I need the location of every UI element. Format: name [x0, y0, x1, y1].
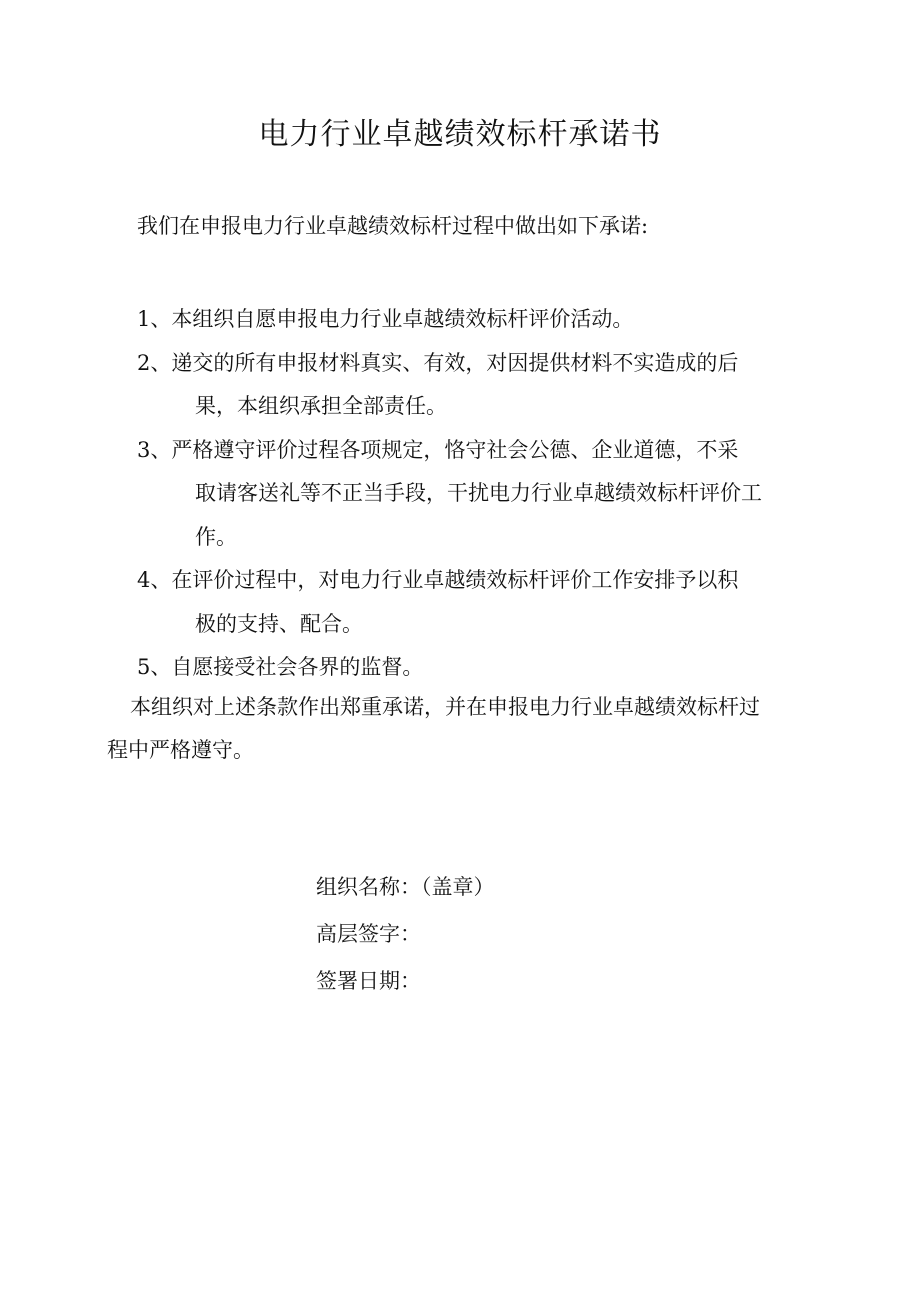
- commitment-item-5: [137, 646, 817, 690]
- closing-paragraph: [107, 686, 827, 772]
- commitment-list: [137, 298, 817, 690]
- signature-block: [316, 864, 495, 1005]
- commitment-item-2: [137, 342, 817, 429]
- commitment-item-3: [137, 429, 817, 560]
- commitment-line-continued: 果，本组织承担全部责任。: [195, 394, 447, 418]
- commitment-line: 1、本组织自愿申报电力行业卓越绩效标杆评价活动。: [137, 307, 634, 331]
- organization-name-field: 组织名称：（盖章）: [316, 875, 495, 899]
- commitment-line: 4、在评价过程中，对电力行业卓越绩效标杆评价工作安排予以积: [137, 568, 739, 592]
- signing-date-field: 签署日期：: [316, 969, 421, 993]
- intro-paragraph: 我们在申报电力行业卓越绩效标杆过程中做出如下承诺:: [137, 214, 649, 238]
- commitment-line: 2、递交的所有申报材料真实、有效，对因提供材料不实造成的后: [137, 350, 739, 375]
- commitment-item-4: [137, 559, 817, 646]
- commitment-line-continued: 极的支持、配合。: [195, 611, 363, 636]
- closing-line-continued: 程中严格遵守。: [107, 738, 254, 762]
- document-title: 电力行业卓越绩效标杆承诺书: [258, 117, 662, 152]
- commitment-item-1: [137, 298, 817, 342]
- commitment-line-continued: 作。: [195, 524, 237, 549]
- closing-line: 本组织对上述条款作出郑重承诺，并在申报电力行业卓越绩效标杆过: [130, 695, 760, 719]
- commitment-line: 3、严格遵守评价过程各项规定，恪守社会公德、企业道德，不采: [137, 437, 739, 462]
- executive-signature-field: 高层签字：: [316, 922, 421, 946]
- commitment-line-continued: 取请客送礼等不正当手段，干扰电力行业卓越绩效标杆评价工: [195, 481, 762, 505]
- commitment-line: 5、自愿接受社会各界的监督。: [137, 655, 424, 679]
